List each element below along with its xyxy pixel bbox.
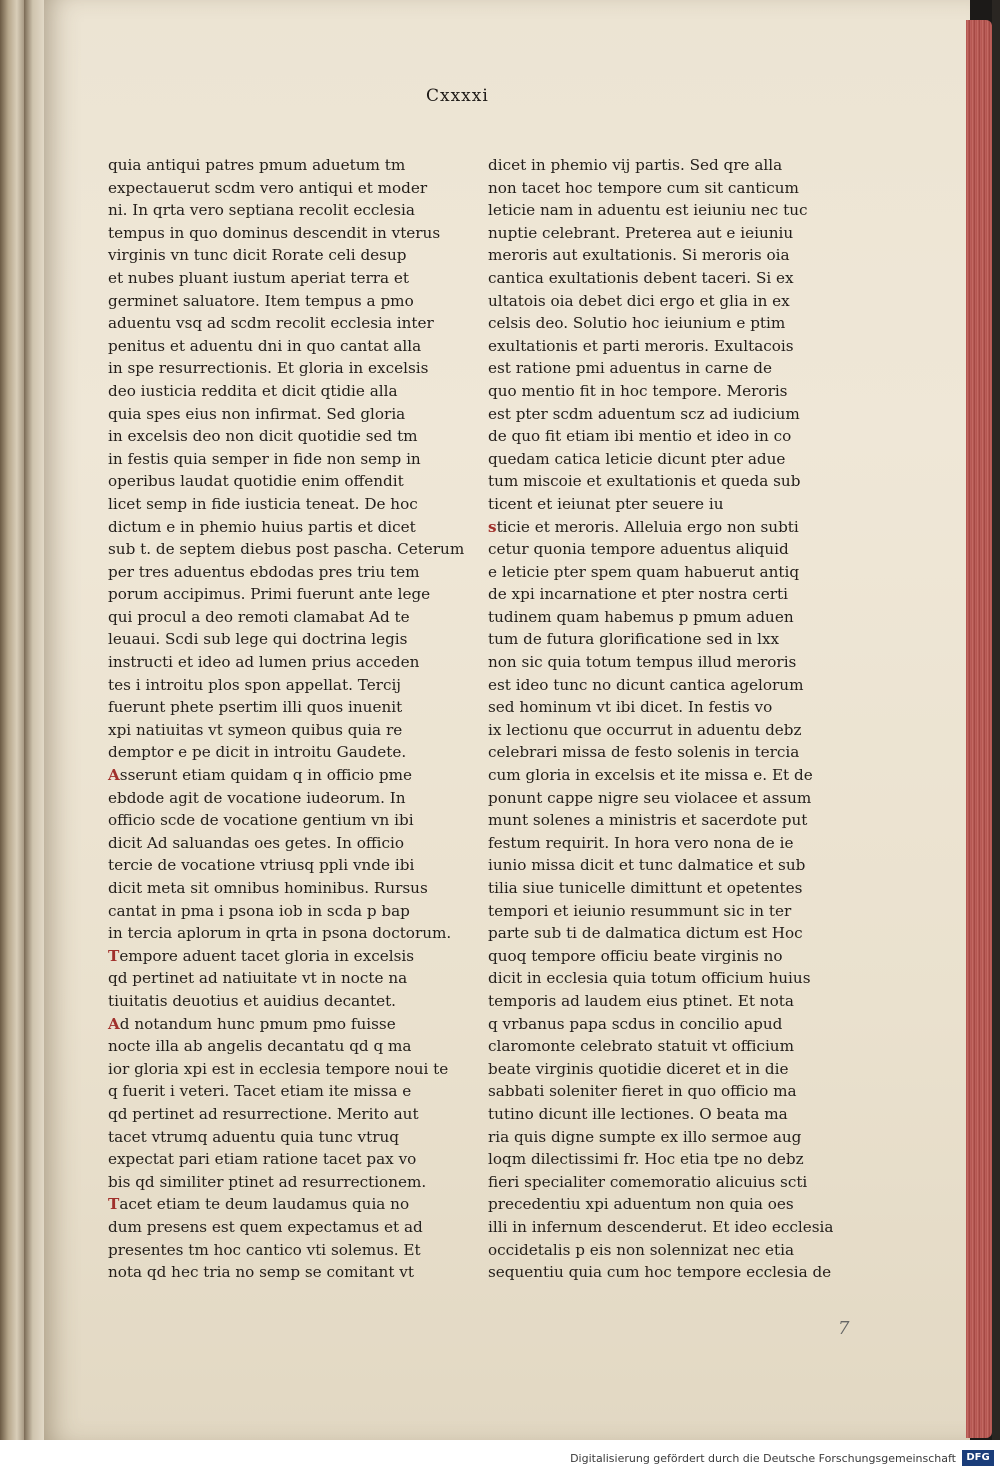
text-line: sub t. de septem diebus post pascha. Ceterum [108, 540, 465, 559]
text-line: nuptie celebrant. Preterea aut e ieiuniu [488, 223, 794, 242]
text-line: de xpi incarnatione et pter nostra certi [488, 585, 789, 604]
text-line: temporis ad laudem eius ptinet. Et nota [488, 991, 794, 1010]
text-line: celsis deo. Solutio hoc ieiunium e ptim [488, 314, 786, 333]
text-line: est pter scdm aduentum scz ad iudicium [488, 404, 800, 423]
text-line: demptor e pe dicit in introitu Gaudete. [108, 743, 407, 762]
text-line: per tres aduentus ebdodas pres triu tem [108, 562, 420, 581]
text-line: non sic quia totum tempus illud meroris [488, 653, 797, 672]
text-line: tercie de vocatione vtriusq ppli vnde ibi [108, 856, 415, 875]
text-line: e leticie pter spem quam habuerut antiq [488, 562, 800, 581]
text-line: ix lectionu que occurrut in aduentu debz [488, 720, 802, 739]
rubricated-initial: s [488, 517, 497, 536]
text-line: cantica exultationis debent taceri. Si ex [488, 268, 794, 287]
line-text: ticie et meroris. Alleluia ergo non subti [496, 517, 799, 536]
text-line: dictum e in phemio huius partis et dicet [108, 517, 416, 536]
line-text: acet etiam te deum laudamus quia no [119, 1195, 410, 1214]
text-line: quo mentio fit in hoc tempore. Meroris [488, 381, 788, 400]
text-line: instructi et ideo ad lumen prius acceden [108, 653, 420, 672]
text-line: sed hominum vt ibi dicet. In festis vo [488, 698, 773, 717]
text-line: expectauerut scdm vero antiqui et moder [108, 178, 428, 197]
text-line [108, 764, 464, 787]
text-line: in excelsis deo non dicit quotidie sed tm [108, 427, 418, 446]
text-line: ria quis digne sumpte ex illo sermoe aug [488, 1127, 802, 1146]
text-line: munt solenes a ministris et sacerdote put [488, 811, 808, 830]
text-line: exultationis et parti meroris. Exultacois [488, 336, 794, 355]
text-line: in tercia aplorum in qrta in psona doctorum. [108, 924, 452, 943]
text-line: tutino dicunt ille lectiones. O beata ma [488, 1104, 788, 1123]
text-line: qd pertinet ad resurrectione. Merito aut [108, 1104, 419, 1123]
footer-bar [0, 1440, 1000, 1480]
text-line: operibus laudat quotidie enim offendit [108, 472, 404, 491]
text-line: fieri specialiter comemoratio alicuius scti [488, 1172, 808, 1191]
text-line: cetur quonia tempore aduentus aliquid [488, 540, 789, 559]
text-line: et nubes pluant iustum aperiat terra et [108, 268, 409, 287]
text-line: tilia siue tunicelle dimittunt et opetentes [488, 879, 803, 897]
line-text: empore aduent tacet gloria in excelsis [119, 946, 415, 965]
text-column-left [108, 154, 464, 1284]
text-line: occidetalis p eis non solennizat nec etia [488, 1240, 795, 1259]
text-line: porum accipimus. Primi fuerunt ante lege [108, 585, 431, 604]
text-line: virginis vn tunc dicit Rorate celi desup [108, 246, 407, 265]
rubricated-page-edges [966, 20, 992, 1438]
rubricated-initial: T [108, 946, 120, 965]
text-line: penitus et aduentu dni in quo cantat alla [108, 336, 422, 355]
book-cover-edge [992, 0, 1000, 1440]
text-line: de quo fit etiam ibi mentio et ideo in co [488, 427, 792, 446]
text-line: quoq tempore officiu beate virginis no [488, 946, 783, 965]
text-line: dicet in phemio vij partis. Sed qre alla [488, 156, 783, 174]
text-line: quia antiqui patres pmum aduetum tm [108, 156, 406, 174]
text-line: precedentiu xpi aduentum non quia oes [488, 1195, 794, 1214]
text-line: q fuerit i veteri. Tacet etiam ite missa e [108, 1082, 412, 1101]
text-line: tacet vtrumq aduentu quia tunc vtruq [108, 1127, 399, 1146]
text-line: dicit meta sit omnibus hominibus. Rursus [108, 879, 428, 897]
text-line: loqm dilectissimi fr. Hoc etia tpe no debz [488, 1150, 804, 1169]
text-line: dicit Ad saluandas oes getes. In officio [108, 833, 405, 852]
facing-page-edge [0, 0, 24, 1440]
text-column-right [488, 154, 833, 1284]
folio-header: Cxxxxi [426, 86, 489, 106]
text-line: est ideo tunc no dicunt cantica agelorum [488, 675, 804, 694]
text-line: ultatois oia debet dici ergo et glia in ex [488, 291, 790, 310]
text-line: in spe resurrectionis. Et gloria in excelsis [108, 359, 429, 378]
text-line: nota qd hec tria no semp se comitant vt [108, 1263, 414, 1282]
text-line: illi in infernum descenderut. Et ideo ecclesia [488, 1217, 834, 1236]
text-line: tum de futura glorificatione sed in lxx [488, 630, 780, 649]
text-line: xpi natiuitas vt symeon quibus quia re [108, 720, 403, 739]
text-line: tempus in quo dominus descendit in vterus [108, 223, 441, 242]
text-line: beate virginis quotidie diceret et in die [488, 1059, 789, 1078]
text-line: non tacet hoc tempore cum sit canticum [488, 178, 799, 197]
text-line: leuaui. Scdi sub lege qui doctrina legis [108, 630, 408, 649]
text-line: est ratione pmi aduentus in carne de [488, 359, 772, 378]
text-line: deo iusticia reddita et dicit qtidie alla [108, 381, 398, 400]
text-line: sequentiu quia cum hoc tempore ecclesia de [488, 1263, 832, 1282]
text-line: claromonte celebrato statuit vt officium [488, 1037, 794, 1056]
text-line: in festis quia semper in fide non semp in [108, 449, 421, 468]
text-line: tudinem quam habemus p pmum aduen [488, 607, 794, 626]
text-line: ticent et ieiunat pter seuere iu [488, 494, 724, 513]
text-line: bis qd similiter ptinet ad resurrectionem. [108, 1172, 427, 1191]
text-line: expectat pari etiam ratione tacet pax vo [108, 1150, 417, 1169]
text-line [488, 516, 833, 539]
text-line: qd pertinet ad natiuitate vt in nocte na [108, 969, 408, 988]
text-line: festum requirit. In hora vero nona de ie [488, 833, 794, 852]
line-text: sserunt etiam quidam q in officio pme [119, 766, 412, 785]
text-line: cum gloria in excelsis et ite missa e. Et de [488, 766, 813, 785]
handwritten-pencil-mark: 7 [838, 1318, 850, 1339]
text-line: presentes tm hoc cantico vti solemus. Et [108, 1240, 421, 1259]
text-line: aduentu vsq ad scdm recolit ecclesia inter [108, 314, 434, 333]
text-line: nocte illa ab angelis decantatu qd q ma [108, 1037, 412, 1056]
text-line: leticie nam in aduentu est ieiuniu nec tuc [488, 201, 808, 220]
text-line: tempori et ieiunio resummunt sic in ter [488, 901, 792, 920]
text-line: ni. In qrta vero septiana recolit ecclesia [108, 201, 415, 220]
rubricated-initial: A [108, 1014, 120, 1033]
line-text: d notandum hunc pmum pmo fuisse [119, 1014, 396, 1033]
text-line: q vrbanus papa scdus in concilio apud [488, 1014, 783, 1033]
text-line [108, 1193, 464, 1216]
text-line: ior gloria xpi est in ecclesia tempore noui te [108, 1059, 449, 1078]
text-line: tiuitatis deuotius et auidius decantet. [108, 991, 397, 1010]
text-line [108, 1013, 464, 1036]
text-line: parte sub ti de dalmatica dictum est Hoc [488, 924, 803, 943]
text-line: tum miscoie et exultationis et queda sub [488, 472, 801, 491]
text-line [108, 945, 464, 968]
dfg-logo: DFG [962, 1450, 994, 1466]
text-line: tes i introitu plos spon appellat. Tercij [108, 675, 402, 694]
text-line: quedam catica leticie dicunt pter adue [488, 449, 786, 468]
text-line: fuerunt phete psertim illi quos inuenit [108, 698, 403, 717]
text-line: germinet saluatore. Item tempus a pmo [108, 291, 414, 310]
rubricated-initial: T [108, 1195, 120, 1214]
rubricated-initial: A [108, 766, 120, 785]
text-line: officio scde de vocatione gentium vn ibi [108, 811, 414, 830]
text-line: dum presens est quem expectamus et ad [108, 1217, 423, 1236]
funding-credit: Digitalisierung gefördert durch die Deutsche Forschungsgemeinschaft [570, 1452, 956, 1465]
text-line: sabbati soleniter fieret in quo officio ma [488, 1082, 797, 1101]
text-line: ebdode agit de vocatione iudeorum. In [108, 788, 406, 807]
text-line: iunio missa dicit et tunc dalmatice et sub [488, 856, 806, 875]
book-gutter [24, 0, 46, 1440]
text-line: meroris aut exultationis. Si meroris oia [488, 246, 790, 265]
text-line: qui procul a deo remoti clamabat Ad te [108, 607, 410, 626]
text-line: dicit in ecclesia quia totum officium huius [488, 969, 811, 988]
text-line: cantat in pma i psona iob in scda p bap [108, 901, 410, 920]
text-line: celebrari missa de festo solenis in tercia [488, 743, 800, 762]
text-line: quia spes eius non infirmat. Sed gloria [108, 404, 406, 423]
text-line: licet semp in fide iusticia teneat. De hoc [108, 494, 418, 513]
text-line: ponunt cappe nigre seu violacee et assum [488, 788, 812, 807]
